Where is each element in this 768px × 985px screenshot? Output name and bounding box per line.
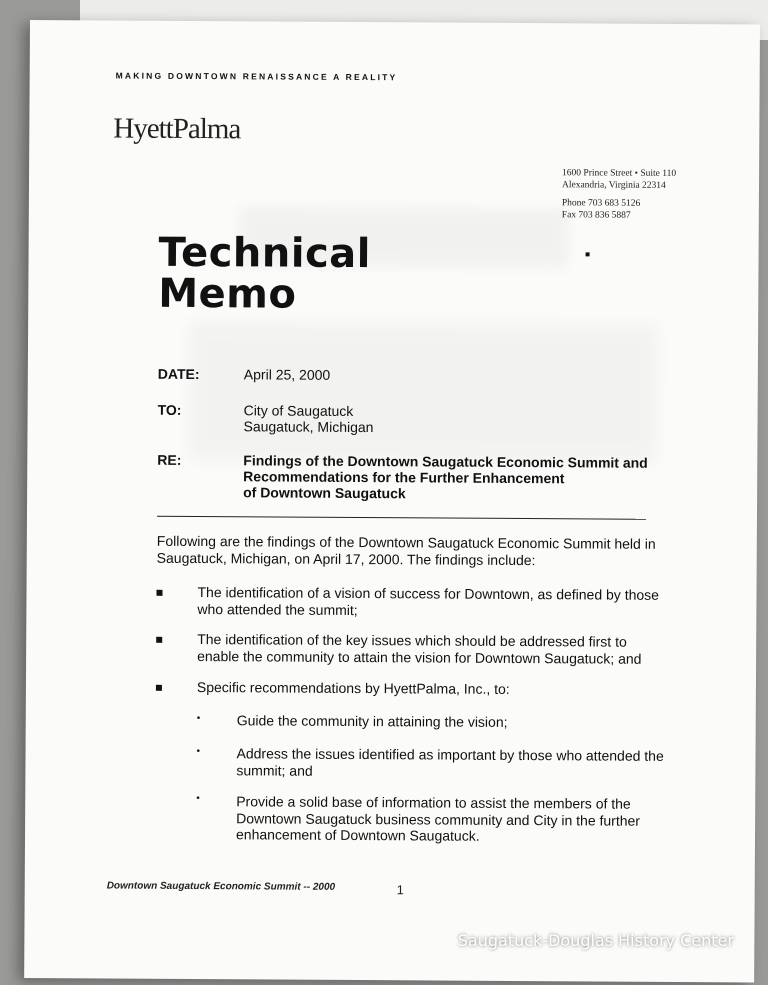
dot-bullet-icon: • <box>196 713 201 725</box>
fax-number: Fax 703 836 5887 <box>561 210 631 221</box>
archive-watermark: Saugatuck-Douglas History Center <box>457 931 734 950</box>
bullet-2-line-2: enable the community to attain the vision for Downtown Saugatuck; and <box>197 647 642 667</box>
bullet-1-line-2: who attended the summit; <box>197 600 358 618</box>
to-label: TO: <box>157 401 182 418</box>
memo-page <box>24 20 760 982</box>
dot-bullet-icon: • <box>196 746 201 758</box>
list-item <box>197 584 659 620</box>
to-line-1: City of Saugatuck <box>243 402 354 419</box>
page-number: 1 <box>396 882 404 898</box>
sub-bullet-1-line-1: Guide the community in attaining the vision; <box>236 712 508 730</box>
square-bullet-icon <box>156 590 162 596</box>
sub-list-item <box>236 745 663 781</box>
list-item <box>197 679 510 697</box>
sub-list-item <box>237 712 508 730</box>
intro-line-1: Following are the findings of the Downtown Saugatuck Economic Summit held in <box>156 532 656 552</box>
dot-mark <box>586 252 590 256</box>
title-line-2: Memo <box>158 270 297 318</box>
intro-paragraph <box>157 533 669 569</box>
bullet-1-line-1: The identification of a vision of success for Downtown, as defined by those <box>197 584 660 603</box>
date-label: DATE: <box>157 365 200 383</box>
to-line-2: Saugatuck, Michigan <box>243 418 374 436</box>
sub-list-item <box>236 793 640 845</box>
sub-bullet-2-line-2: summit; and <box>236 761 313 779</box>
re-label: RE: <box>157 451 182 468</box>
date-value: April 25, 2000 <box>243 366 331 383</box>
bullet-3-line-1: Specific recommendations by HyettPalma, Inc., to: <box>196 679 510 697</box>
re-value <box>243 452 648 502</box>
square-bullet-icon <box>156 637 162 643</box>
footer-title: Downtown Saugatuck Economic Summit -- 2000 <box>106 880 336 893</box>
bleed-through-shadow-2 <box>187 321 658 464</box>
sub-bullet-2-line-1: Address the issues identified as important by those who attended the <box>236 745 664 764</box>
square-bullet-icon <box>156 685 162 691</box>
header-divider <box>157 516 646 520</box>
phone-number: Phone 703 683 5126 <box>561 198 641 209</box>
company-logo: HyettPalma <box>113 112 241 146</box>
address-line-1: 1600 Prince Street • Suite 110 <box>562 168 677 179</box>
to-value <box>243 402 373 435</box>
page-title <box>158 229 372 318</box>
re-line-2: Recommendations for the Further Enhancement <box>243 468 565 487</box>
tagline: MAKING DOWNTOWN RENAISSANCE A REALITY <box>115 70 398 83</box>
bullet-2-line-1: The identification of the key issues which should be addressed first to <box>197 631 627 650</box>
list-item <box>197 631 642 667</box>
sub-bullet-3-line-3: enhancement of Downtown Saugatuck. <box>235 826 480 844</box>
sub-bullet-3-line-2: Downtown Saugatuck business community and City in the further <box>236 809 641 829</box>
re-line-3: of Downtown Saugatuck <box>243 484 406 502</box>
intro-line-2: Saugatuck, Michigan, on April 17, 2000. The findings include: <box>156 549 536 568</box>
sub-bullet-3-line-1: Provide a solid base of information to assist the members of the <box>236 793 631 812</box>
title-line-1: Technical <box>158 229 372 278</box>
dot-bullet-icon: • <box>196 793 200 805</box>
re-line-1: Findings of the Downtown Saugatuck Economic Summit and <box>243 452 648 471</box>
address-line-2: Alexandria, Virginia 22314 <box>561 180 666 191</box>
company-address <box>562 167 676 222</box>
